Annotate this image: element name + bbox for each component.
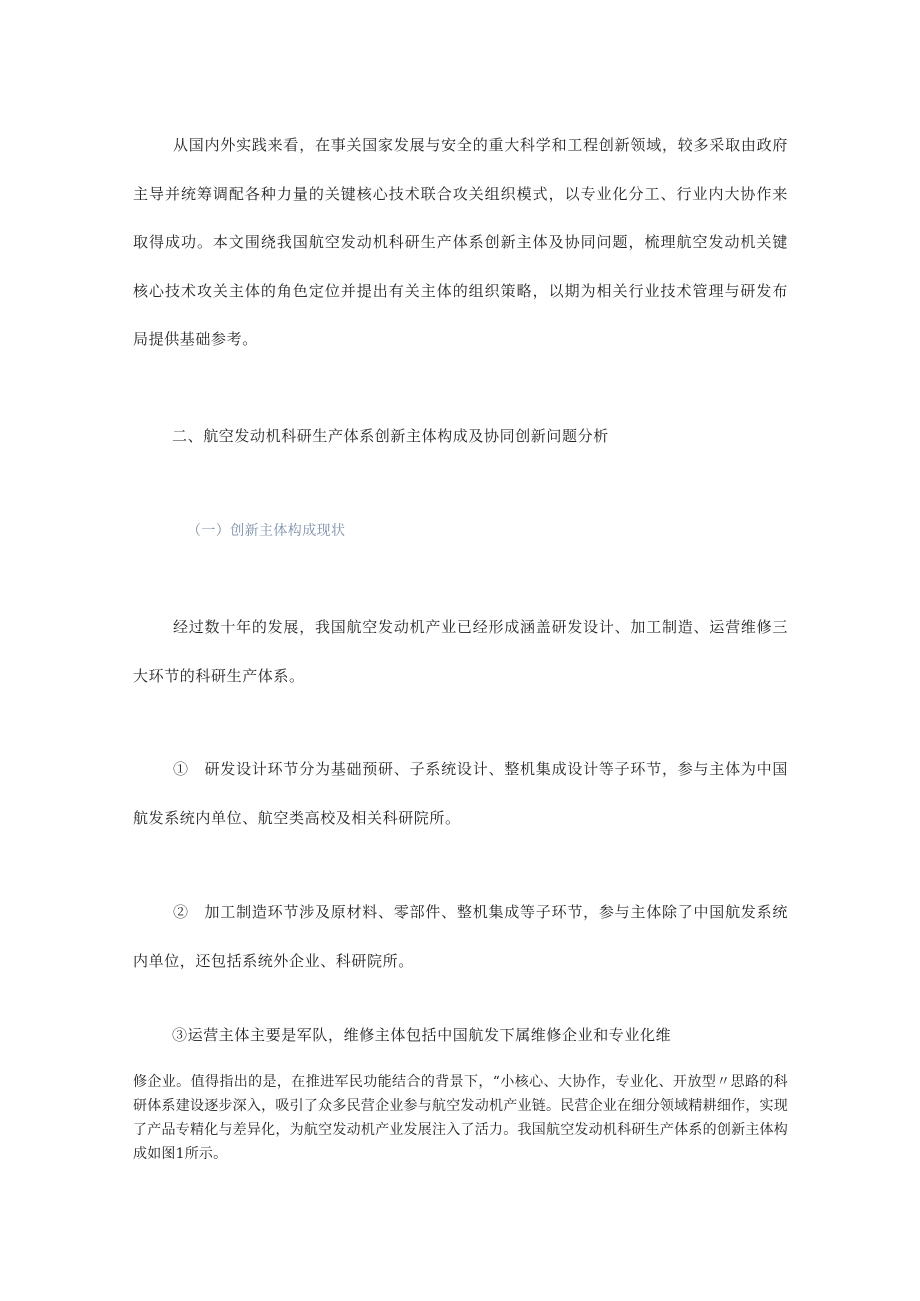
list-item-operations-continuation: 修企业。值得指出的是，在推进军民功能结合的背景下，“小核心、大协作，专业化、开放型〃思路的科研体系建设逐步深入，吸引了众多民营企业参与航空发动机产业链。民营企业在细分领域精耕细作，实现了产品专精化与差异化，为航空发动机产业发展注入了活力。我国航空发动机科研生产体系的创新主体构成如图1所示。 [133, 1074, 788, 1162]
section-heading: 二、航空发动机科研生产体系创新主体构成及协同创新问题分析 [172, 427, 609, 445]
list-item-operations-first-line: ③运营主体主要是军队，维修主体包括中国航发下属维修企业和专业化维 [172, 1026, 672, 1044]
subsection-heading: （一）创新主体构成现状 [187, 523, 346, 539]
intro-paragraph: 从国内外实践来看，在事关国家发展与安全的重大科学和工程创新领域，较多采取由政府主导并统筹调配各种力量的关键核心技术联合攻关组织模式，以专业化分工、行业内大协作来取得成功。本文围绕我国航空发动机科研生产体系创新主体及协同问题，梳理航空发动机关键核心技术攻关主体的角色定位并提出有关主体的组织策略，以期为相关行业技术管理与研发布局提供基础参考。 [133, 136, 788, 348]
list-item-manufacturing: ② 加工制造环节涉及原材料、零部件、整机集成等子环节，参与主体除了中国航发系统内单位，还包括系统外企业、科研院所。 [133, 903, 788, 970]
overview-paragraph: 经过数十年的发展，我国航空发动机产业已经形成涵盖研发设计、加工制造、运营维修三大环节的科研生产体系。 [133, 618, 788, 685]
list-item-research-design: ① 研发设计环节分为基础预研、子系统设计、整机集成设计等子环节，参与主体为中国航发系统内单位、航空类高校及相关科研院所。 [133, 760, 788, 827]
